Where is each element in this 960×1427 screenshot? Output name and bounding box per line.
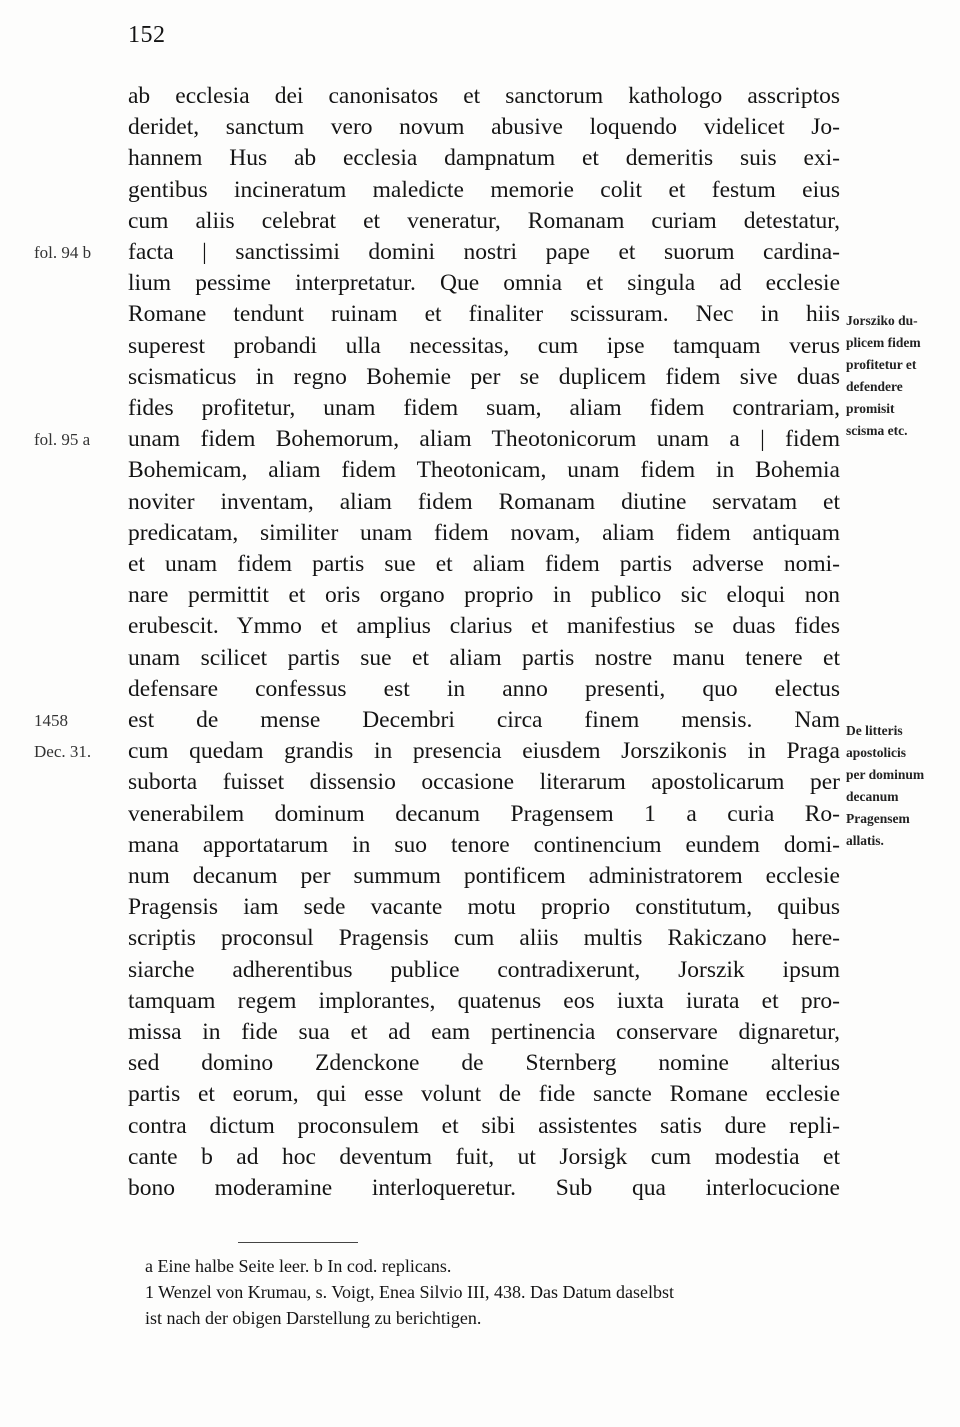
text-line: defensare confessus est in anno presenti, quo electus: [128, 675, 840, 702]
text-line: gentibus incineratum maledicte memorie colit et festum eius: [128, 176, 840, 203]
margin-note-right: plicem fidem: [846, 335, 921, 350]
margin-note-right: scisma etc.: [846, 423, 908, 438]
margin-note-right: defendere: [846, 379, 903, 394]
text-line: bono moderamine interloqueretur. Sub qua interlocucione: [128, 1175, 840, 1201]
margin-note-right: allatis.: [846, 833, 884, 848]
text-line: noviter inventam, aliam fidem Romanam diutine servatam et: [128, 488, 840, 515]
text-line: et unam fidem partis sue et aliam fidem partis adverse nomi-: [128, 551, 840, 577]
margin-note-left: fol. 94 b: [34, 243, 92, 262]
text-line: scriptis proconsul Pragensis cum aliis multis Rakiczano here-: [128, 925, 840, 952]
text-line: fides profitetur, unam fidem suam, aliam fidem contrariam,: [128, 395, 840, 421]
text-line: unam fidem Bohemorum, aliam Theotonicorum unam a | fidem: [128, 426, 840, 453]
text-line: num decanum per summum pontificem administratorem ecclesie: [128, 863, 840, 889]
text-line: cum aliis celebrat et veneratur, Romanam curiam detestatur,: [128, 207, 840, 234]
margin-note-right: apostolicis: [846, 745, 907, 760]
text-line: Pragensis iam sede vacante motu proprio constitutum, quibus: [128, 894, 840, 921]
text-line: tamquam regem implorantes, quatenus eos iuxta iurata et pro-: [128, 987, 840, 1014]
text-line: lium pessime interpretatur. Que omnia et singula ad ecclesie: [128, 270, 840, 297]
footnote: 1 Wenzel von Krumau, s. Voigt, Enea Silvio III, 438. Das Datum daselbst: [145, 1282, 674, 1302]
text-line: Romane tendunt ruinam et finaliter scissuram. Nec in hiis: [128, 301, 840, 328]
margin-note-left: 1458: [34, 711, 68, 730]
text-line: nare permittit et oris organo proprio in publico sic eloqui non: [128, 582, 840, 609]
text-line: missa in fide sua et ad eam pertinencia conservare dignaretur,: [128, 1019, 840, 1045]
text-line: scismaticus in regno Bohemie per se duplicem fidem sive duas: [128, 363, 840, 390]
text-line: sed domino Zdenckone de Sternberg nomine alterius: [128, 1050, 840, 1077]
text-line: Bohemicam, aliam fidem Theotonicam, unam fidem in Bohemia: [128, 457, 840, 484]
margin-note-left: fol. 95 a: [34, 430, 91, 450]
text-line: cante b ad hoc deventum fuit, ut Jorsigk cum modestia et: [128, 1143, 840, 1170]
text-line: cum quedam grandis in presencia eiusdem Jorszikonis in Praga: [128, 738, 840, 765]
text-line: est de mense Decembri circa finem mensis. Nam: [128, 707, 840, 733]
footnote-separator: [238, 1242, 358, 1243]
text-line: predicatam, similiter unam fidem novam, aliam fidem antiquam: [128, 519, 840, 546]
margin-note-right: promisit: [846, 401, 895, 416]
margin-note-right: decanum: [846, 789, 899, 804]
text-line: venerabilem dominum decanum Pragensem 1 a curia Ro-: [128, 800, 840, 827]
text-line: contra dictum proconsulem et sibi assistentes satis dure repli-: [128, 1112, 840, 1139]
text-line: unam scilicet partis sue et aliam partis nostre manu tenere et: [128, 644, 840, 671]
text-line: ab ecclesia dei canonisatos et sanctorum kathologo asscriptos: [128, 83, 840, 109]
text-line: mana apportatarum in suo tenore continencium eundem domi-: [128, 831, 840, 858]
text-line: suborta fuisset dissensio occasione literarum apostolicarum per: [128, 769, 840, 796]
margin-note-right: Jorsziko du-: [846, 313, 918, 328]
page-number: 152: [128, 22, 166, 48]
margin-note-right: per dominum: [846, 767, 925, 782]
footnote: a Eine halbe Seite leer. b In cod. replicans.: [145, 1256, 452, 1276]
text-line: hannem Hus ab ecclesia dampnatum et demeritis suis exi-: [128, 145, 840, 172]
margin-note-right: profitetur et: [846, 357, 917, 372]
text-line: siarche adherentibus publice contradixerunt, Jorszik ipsum: [128, 956, 840, 983]
text-line: erubescit. Ymmo et amplius clarius et manifestius se duas fides: [128, 613, 840, 640]
margin-note-left: Dec. 31.: [34, 742, 92, 762]
text-line: superest probandi ulla necessitas, cum ipse tamquam verus: [128, 332, 840, 359]
footnote: ist nach der obigen Darstellung zu berichtigen.: [145, 1308, 482, 1328]
margin-note-right: Pragensem: [846, 811, 910, 826]
text-line: facta | sanctissimi domini nostri pape et suorum cardina-: [128, 239, 840, 265]
margin-note-right: De litteris: [846, 723, 903, 738]
text-line: deridet, sanctum vero novum abusive loquendo videlicet Jo-: [128, 114, 840, 141]
text-line: partis et eorum, qui esse volunt de fide sancte Romane ecclesie: [128, 1081, 840, 1108]
